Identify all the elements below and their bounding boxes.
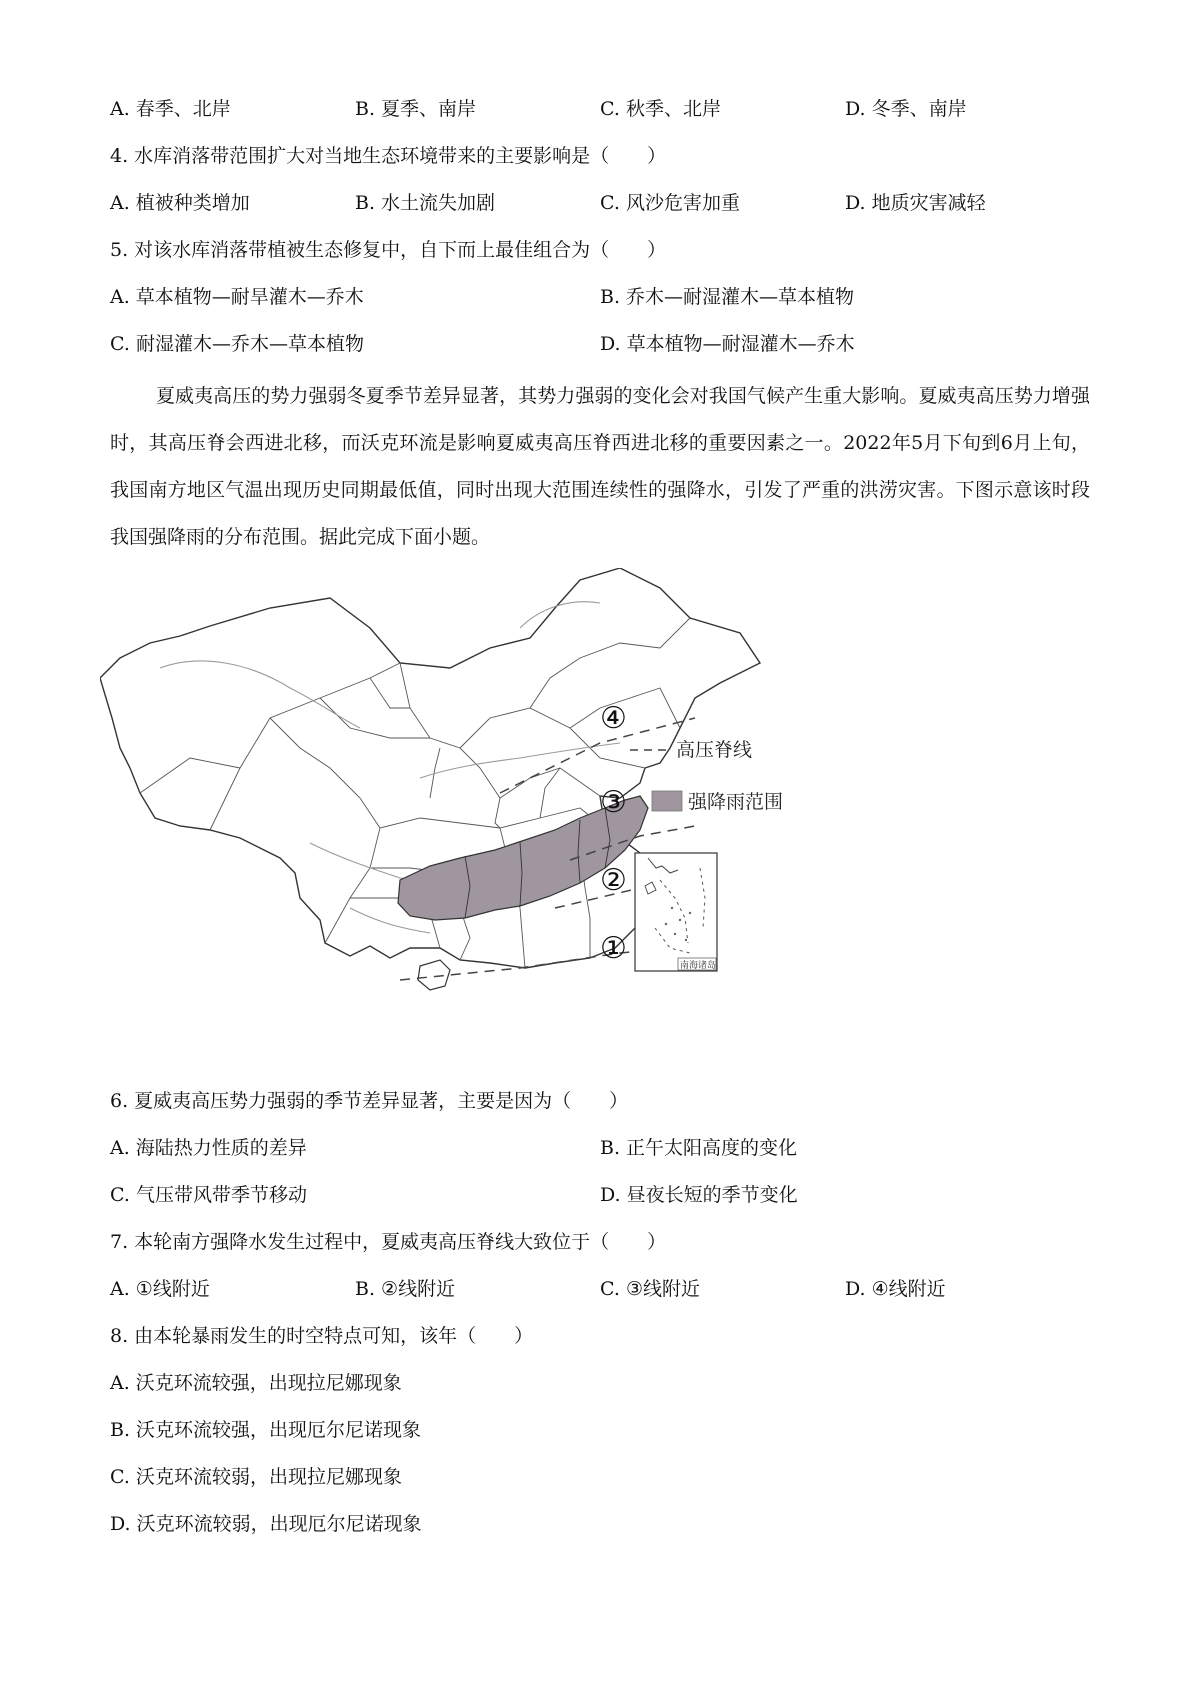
q6-option-b: B. 正午太阳高度的变化 (600, 1137, 798, 1159)
q6-option-d: D. 昼夜长短的季节变化 (600, 1184, 798, 1206)
q4-option-d: D. 地质灾害减轻 (845, 192, 986, 214)
label-3: ③ (600, 785, 627, 820)
south-china-sea-inset (635, 853, 717, 971)
legend-ridge-label: 高压脊线 (676, 739, 753, 761)
q8-option-d: D. 沃克环流较弱，出现厄尔尼诺现象 (110, 1513, 422, 1535)
q4-option-a: A. 植被种类增加 (110, 192, 250, 214)
label-2: ② (600, 863, 627, 898)
q3-option-b: B. 夏季、南岸 (355, 98, 477, 120)
q5-option-c: C. 耐湿灌木—乔木—草本植物 (110, 333, 364, 355)
q7-stem: 7. 本轮南方强降水发生过程中，夏威夷高压脊线大致位于（ ） (110, 1231, 667, 1253)
hainan-island (418, 960, 450, 990)
q6-option-a: A. 海陆热力性质的差异 (110, 1137, 307, 1159)
q4-option-c: C. 风沙危害加重 (600, 192, 740, 214)
passage-text: 夏威夷高压的势力强弱冬夏季节差异显著，其势力强弱的变化会对我国气候产生重大影响。夏威夷高压势力增强时，其高压脊会西进北移，而沃克环流是影响夏威夷高压脊西进北移的重要因素之一。2022年5月下旬到6月上旬，我国南方地区气温出现历史同期最低值，同时出现大范围连续性的强降水，引发了严重的洪涝灾害。下图示意该时段我国强降雨的分布范围。据此完成下面小题。 (110, 385, 1090, 548)
china-rainfall-map (100, 568, 860, 1078)
reading-passage (110, 373, 1090, 561)
q4-option-b: B. 水土流失加剧 (355, 192, 496, 214)
inset-label: 南海诸岛 (680, 961, 717, 971)
q5-option-a: A. 草本植物—耐旱灌木—乔木 (110, 286, 364, 308)
q8-option-c: C. 沃克环流较弱，出现拉尼娜现象 (110, 1466, 402, 1488)
q7-option-c: C. ③线附近 (600, 1278, 700, 1300)
q7-option-d: D. ④线附近 (845, 1278, 946, 1300)
q4-stem: 4. 水库消落带范围扩大对当地生态环境带来的主要影响是（ ） (110, 145, 667, 167)
q7-option-b: B. ②线附近 (355, 1278, 456, 1300)
q5-option-b: B. 乔木—耐湿灌木—草本植物 (600, 286, 855, 308)
q6-stem: 6. 夏威夷高压势力强弱的季节差异显著，主要是因为（ ） (110, 1090, 629, 1112)
legend-rain-symbol (652, 791, 682, 811)
q3-option-d: D. 冬季、南岸 (845, 98, 967, 120)
label-1: ① (600, 931, 627, 966)
q8-stem: 8. 由本轮暴雨发生的时空特点可知，该年（ ） (110, 1325, 534, 1347)
label-4: ④ (600, 701, 627, 736)
q7-option-a: A. ①线附近 (110, 1278, 210, 1300)
q3-option-a: A. 春季、北岸 (110, 98, 231, 120)
q8-option-a: A. 沃克环流较强，出现拉尼娜现象 (110, 1372, 402, 1394)
q8-option-b: B. 沃克环流较强，出现厄尔尼诺现象 (110, 1419, 422, 1441)
legend-rain-label: 强降雨范围 (688, 791, 784, 813)
map-svg (100, 568, 860, 1078)
q5-option-d: D. 草本植物—耐湿灌木—乔木 (600, 333, 855, 355)
q6-option-c: C. 气压带风带季节移动 (110, 1184, 307, 1206)
q3-option-c: C. 秋季、北岸 (600, 98, 721, 120)
q5-stem: 5. 对该水库消落带植被生态修复中，自下而上最佳组合为（ ） (110, 239, 667, 261)
